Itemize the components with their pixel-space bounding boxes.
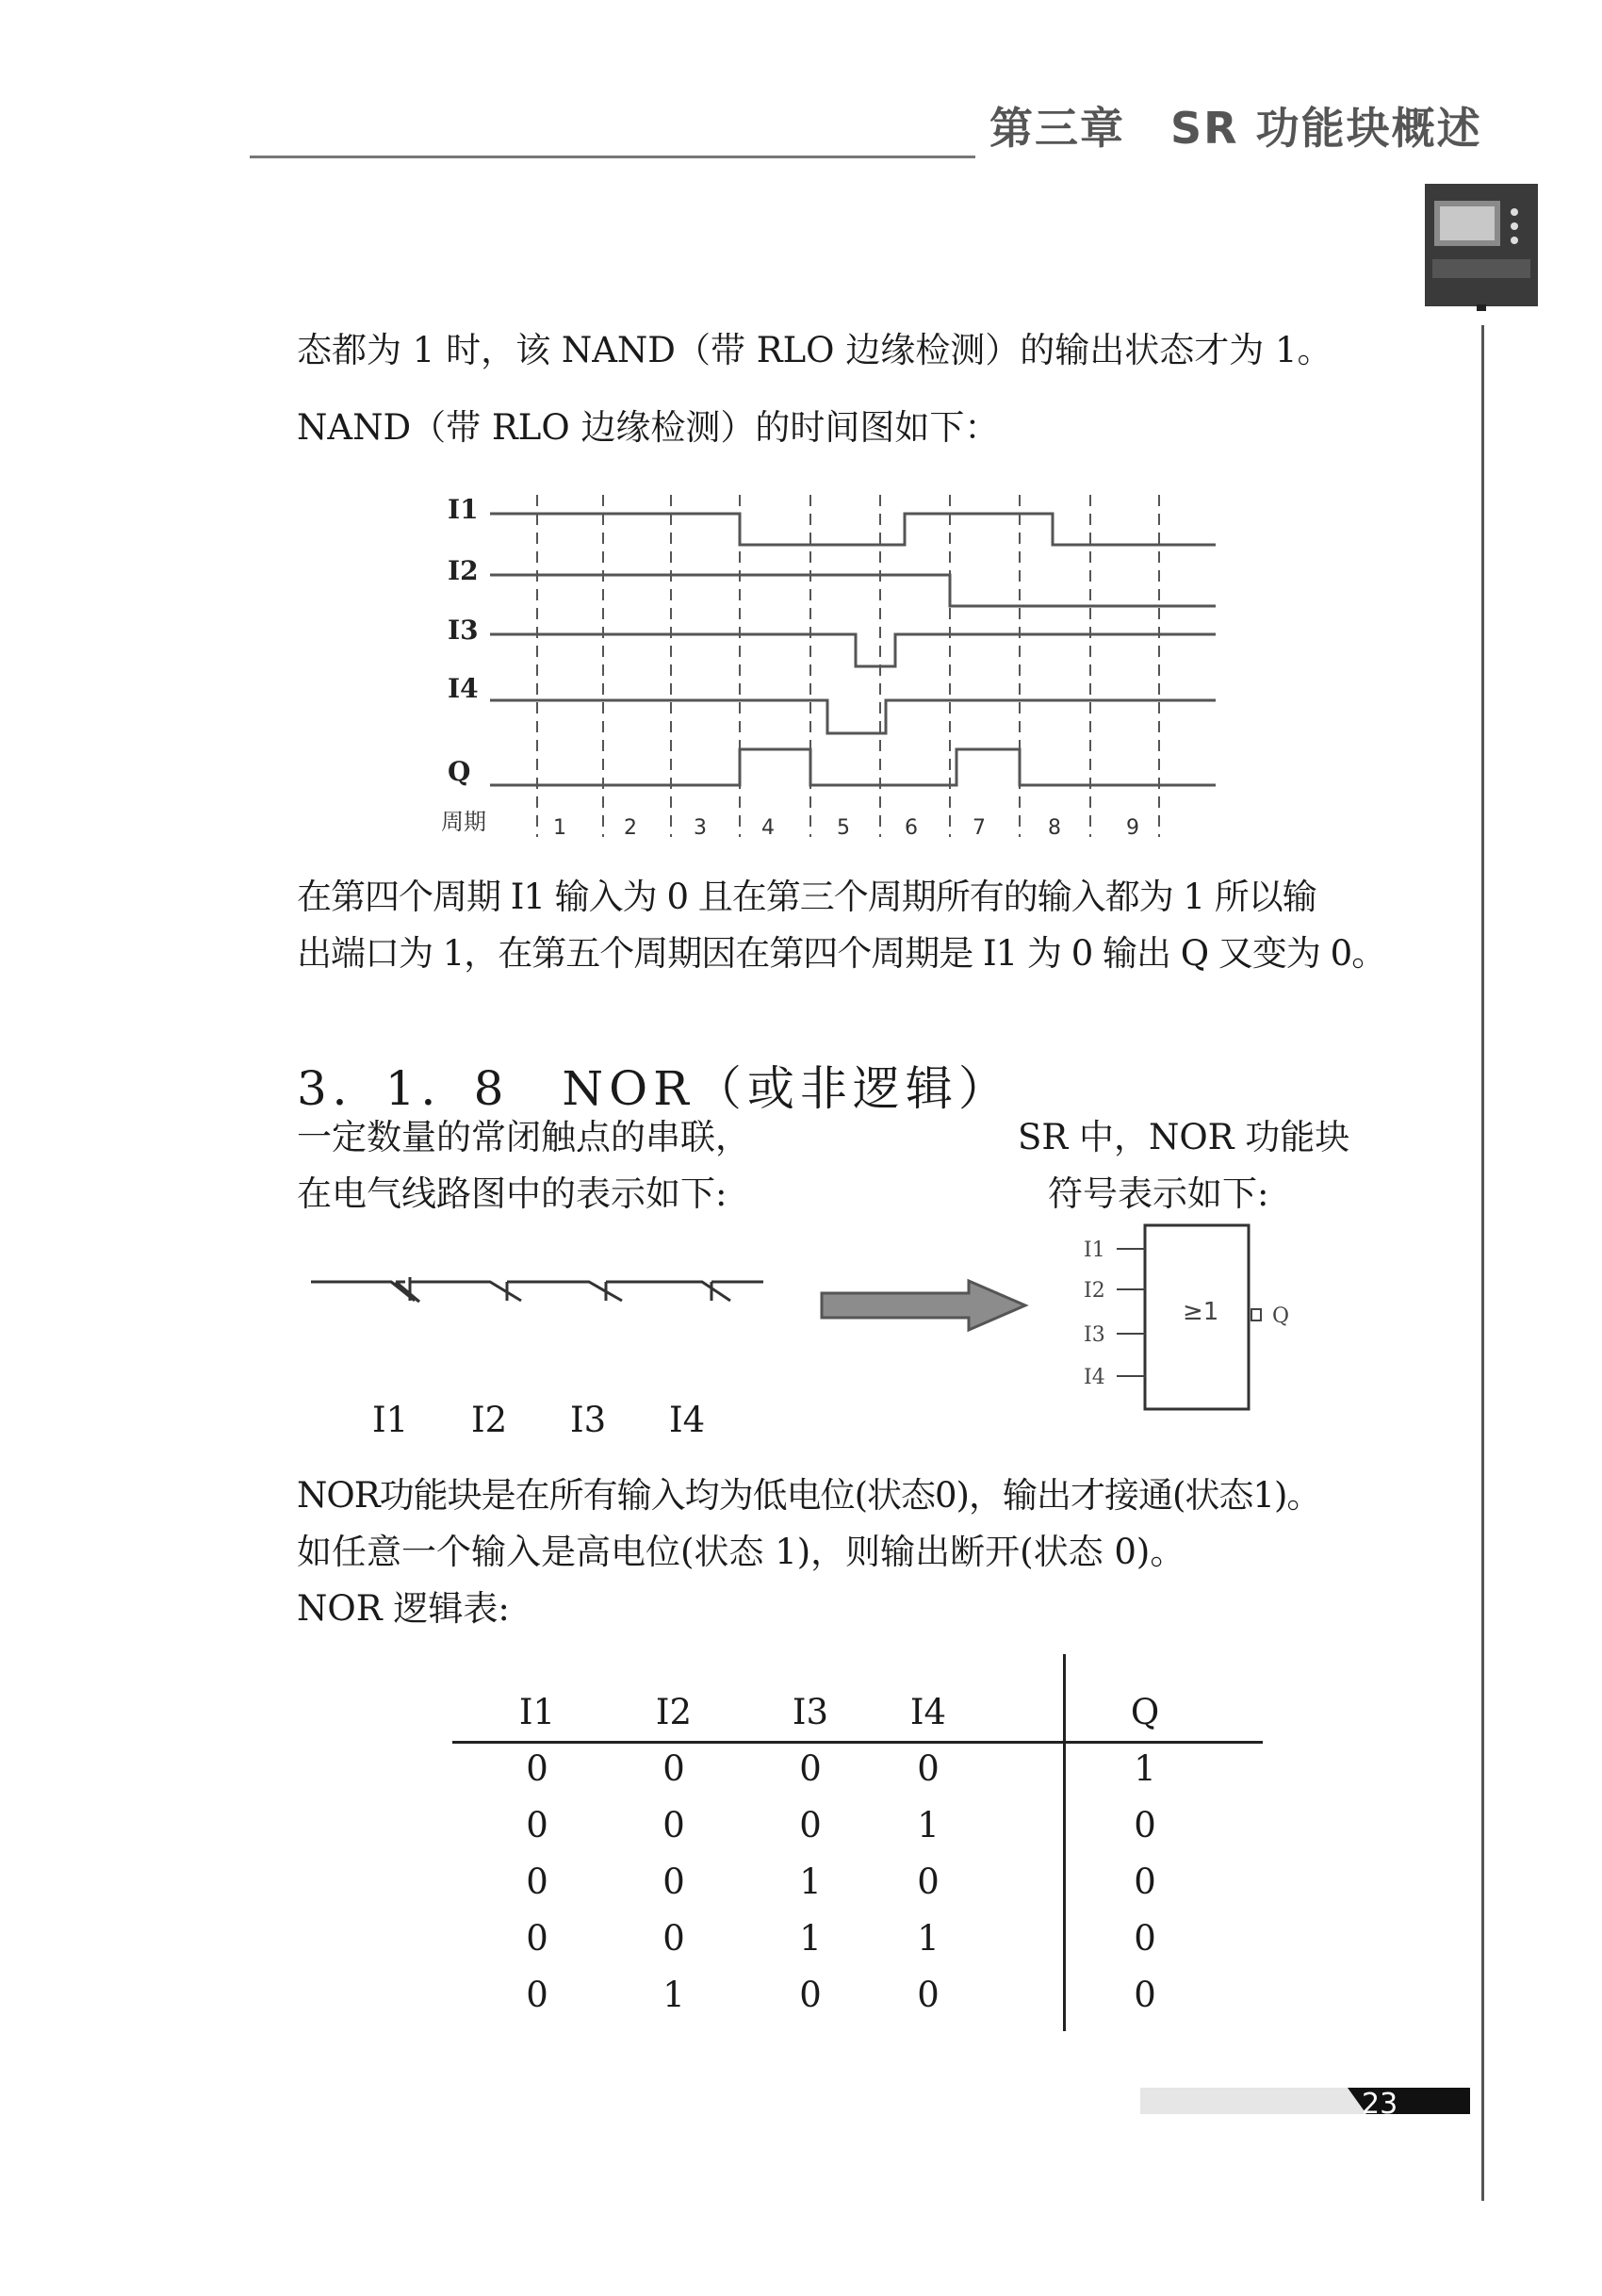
waveform-I3: [490, 634, 1216, 666]
plc-device-icon: [1425, 184, 1538, 311]
table-header-rule: [452, 1741, 1263, 1744]
nor-desc-line-2: 如任意一个输入是高电位(状态 1)，则输出断开(状态 0)。: [297, 1532, 1185, 1572]
signal-label-I1: I1: [448, 494, 479, 525]
contact-label-I1: I1: [372, 1400, 409, 1440]
nor-right-line-2: 符号表示如下:: [1048, 1173, 1269, 1214]
period-4: 4: [761, 816, 775, 840]
explanation-line-2: 出端口为 1，在第五个周期因在第四个周期是 I1 为 0 输出 Q 又变为 0。: [297, 933, 1386, 974]
intro-line-2: NAND（带 RLO 边缘检测）的时间图如下：: [297, 407, 1000, 448]
nor-desc-line-1: NOR功能块是在所有输入均为低电位(状态0)，输出才接通(状态1)。: [297, 1475, 1321, 1516]
signal-label-Q: Q: [448, 756, 471, 787]
block-input-I3: I3: [1084, 1323, 1105, 1347]
block-input-I2: I2: [1084, 1279, 1105, 1303]
margin-rule: [1481, 325, 1484, 2201]
period-5: 5: [837, 816, 850, 840]
period-7: 7: [973, 816, 986, 840]
period-9: 9: [1126, 816, 1139, 840]
table-header-I1: I1: [518, 1692, 556, 1732]
period-6: 6: [905, 816, 918, 840]
waveform-Q: [490, 749, 1216, 785]
waveform-I1: [490, 514, 1216, 545]
chapter-title: 第三章 SR 功能块概述: [989, 103, 1482, 154]
right-arrow-icon: [818, 1277, 1035, 1334]
signal-label-I3: I3: [448, 615, 479, 646]
block-output-Q: Q: [1272, 1304, 1290, 1328]
block-input-I1: I1: [1084, 1238, 1105, 1262]
table-header-I4: I4: [909, 1692, 947, 1732]
table-divider: [1063, 1654, 1066, 2031]
table-header-Q: Q: [1130, 1692, 1160, 1732]
page-number: 23: [1362, 2088, 1398, 2121]
contact-label-I2: I2: [471, 1400, 508, 1440]
nor-right-line-1: SR 中，NOR 功能块: [1018, 1117, 1350, 1157]
header-rule: [250, 156, 975, 158]
waveform-I4: [490, 700, 1216, 733]
timing-diagram: [433, 481, 1244, 848]
explanation-line-1: 在第四个周期 I1 输入为 0 且在第三个周期所有的输入都为 1 所以输: [297, 877, 1316, 917]
section-heading: 3．1．8 NOR（或非逻辑）: [297, 1061, 1011, 1116]
table-header-I3: I3: [792, 1692, 829, 1732]
table-header-I2: I2: [655, 1692, 693, 1732]
block-input-I4: I4: [1084, 1366, 1105, 1389]
signal-label-I2: I2: [448, 555, 479, 586]
nor-desc-line-3: NOR 逻辑表:: [297, 1588, 510, 1629]
intro-line-1: 态都为 1 时，该 NAND（带 RLO 边缘检测）的输出状态才为 1。: [297, 330, 1332, 370]
nor-left-line-1: 一定数量的常闭触点的串联，: [297, 1117, 750, 1157]
period-8: 8: [1048, 816, 1061, 840]
contact-label-I3: I3: [570, 1400, 607, 1440]
block-symbol: ≥1: [1183, 1298, 1219, 1326]
period-3: 3: [694, 816, 707, 840]
nor-function-block: [1074, 1216, 1319, 1419]
nor-truth-table: I1 I2 I3 I4 Q 0 0 0 0 1 0 0 0 1 0 0 0 1 0 0 0 0 1 1 0 0 1 0 0 0: [452, 1654, 1263, 2031]
series-contacts-diagram: [306, 1249, 768, 1334]
period-label: 周期: [441, 809, 486, 835]
period-1: 1: [553, 816, 566, 840]
contact-label-I4: I4: [669, 1400, 706, 1440]
waveform-I2: [490, 575, 1216, 606]
period-2: 2: [624, 816, 637, 840]
nor-left-line-2: 在电气线路图中的表示如下:: [297, 1173, 727, 1214]
signal-label-I4: I4: [448, 673, 479, 704]
page-footer-tab: [1131, 2059, 1470, 2210]
